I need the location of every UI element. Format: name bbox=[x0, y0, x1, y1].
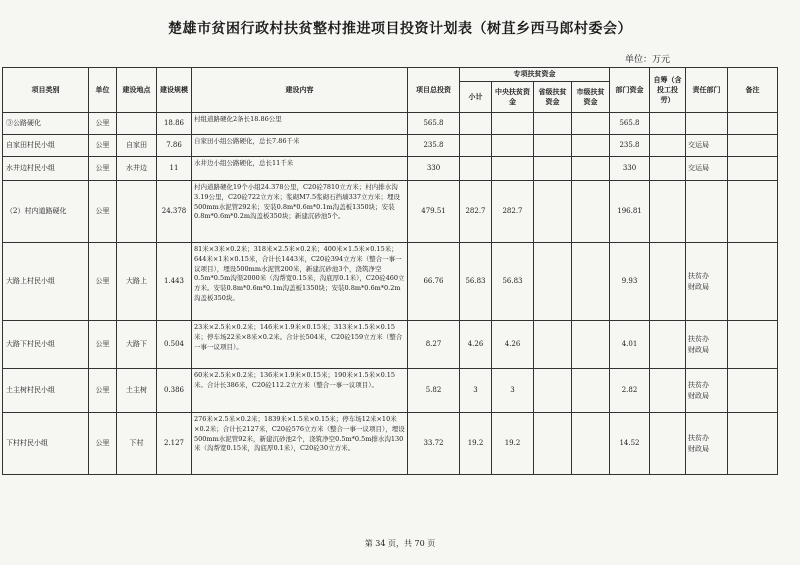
cell-central: 4.26 bbox=[492, 321, 534, 369]
header-special-funds: 专项扶贫资金 bbox=[460, 68, 610, 82]
cell-category: 大路上村民小组 bbox=[3, 243, 89, 321]
cell-content: 60米×2.5米×0.2米；136米×1.9米×0.15米；190米×1.5米×0.15米。合计长386米，C20砼112.2立方米（整合一事一议项目）。 bbox=[192, 369, 408, 413]
page-title: 楚雄市贫困行政村扶贫整村推进项目投资计划表（树苴乡西马郎村委会） bbox=[168, 21, 632, 37]
cell-unit: 公里 bbox=[89, 181, 117, 243]
cell-dept: 235.8 bbox=[610, 135, 650, 157]
cell-scale: 7.86 bbox=[157, 135, 192, 157]
cell-location: 大路下 bbox=[117, 321, 157, 369]
cell-remark bbox=[728, 413, 778, 475]
cell-central bbox=[492, 113, 534, 135]
cell-central: 3 bbox=[492, 369, 534, 413]
cell-self bbox=[650, 413, 686, 475]
cell-provincial bbox=[534, 413, 572, 475]
cell-resp: 扶贫办 财政局 bbox=[686, 369, 728, 413]
cell-central: 19.2 bbox=[492, 413, 534, 475]
cell-self bbox=[650, 321, 686, 369]
cell-municipal bbox=[572, 113, 610, 135]
cell-remark bbox=[728, 369, 778, 413]
cell-self bbox=[650, 113, 686, 135]
cell-self bbox=[650, 369, 686, 413]
cell-provincial bbox=[534, 243, 572, 321]
cell-scale: 18.86 bbox=[157, 113, 192, 135]
cell-content: 水井边小组公路硬化，总长11千米 bbox=[192, 157, 408, 181]
cell-unit: 公里 bbox=[89, 113, 117, 135]
cell-resp: 扶贫办 财政局 bbox=[686, 413, 728, 475]
cell-dept: 4.01 bbox=[610, 321, 650, 369]
cell-dept: 2.82 bbox=[610, 369, 650, 413]
cell-unit: 公里 bbox=[89, 413, 117, 475]
table-row bbox=[3, 413, 778, 475]
cell-subtotal: 56.83 bbox=[460, 243, 492, 321]
cell-dept: 14.52 bbox=[610, 413, 650, 475]
cell-self bbox=[650, 135, 686, 157]
cell-content: 村组道路硬化2条长18.86公里 bbox=[192, 113, 408, 135]
cell-provincial bbox=[534, 157, 572, 181]
cell-central: 282.7 bbox=[492, 181, 534, 243]
cell-remark bbox=[728, 157, 778, 181]
header-remark: 备注 bbox=[728, 68, 778, 113]
cell-category: 水井边村民小组 bbox=[3, 157, 89, 181]
cell-subtotal bbox=[460, 113, 492, 135]
header-subtotal: 小计 bbox=[460, 82, 492, 113]
cell-total: 565.8 bbox=[408, 113, 460, 135]
cell-scale: 24.378 bbox=[157, 181, 192, 243]
table-row bbox=[3, 135, 778, 157]
cell-location bbox=[117, 181, 157, 243]
cell-unit: 公里 bbox=[89, 321, 117, 369]
cell-location: 自家田 bbox=[117, 135, 157, 157]
header-central: 中央扶贫资金 bbox=[492, 82, 534, 113]
cell-scale: 0.386 bbox=[157, 369, 192, 413]
cell-unit: 公里 bbox=[89, 369, 117, 413]
cell-total: 33.72 bbox=[408, 413, 460, 475]
cell-resp: 扶贫办 财政局 bbox=[686, 321, 728, 369]
cell-subtotal: 4.26 bbox=[460, 321, 492, 369]
header-unit: 单位 bbox=[89, 68, 117, 113]
cell-scale: 11 bbox=[157, 157, 192, 181]
cell-municipal bbox=[572, 181, 610, 243]
header-dept-funds: 部门资金 bbox=[610, 68, 650, 113]
cell-central bbox=[492, 157, 534, 181]
header-provincial: 省级扶贫资金 bbox=[534, 82, 572, 113]
header-content: 建设内容 bbox=[192, 68, 408, 113]
cell-category: 土主树村民小组 bbox=[3, 369, 89, 413]
table-row bbox=[3, 113, 778, 135]
cell-location: 土主树 bbox=[117, 369, 157, 413]
table-row bbox=[3, 243, 778, 321]
cell-total: 8.27 bbox=[408, 321, 460, 369]
cell-content: 自家田小组公路硬化，总长7.86千米 bbox=[192, 135, 408, 157]
cell-total: 330 bbox=[408, 157, 460, 181]
cell-remark bbox=[728, 321, 778, 369]
header-responsible-dept: 责任部门 bbox=[686, 68, 728, 113]
cell-location: 下村 bbox=[117, 413, 157, 475]
cell-resp: 扶贫办 财政局 bbox=[686, 243, 728, 321]
cell-unit: 公里 bbox=[89, 243, 117, 321]
cell-dept: 565.8 bbox=[610, 113, 650, 135]
cell-subtotal bbox=[460, 135, 492, 157]
cell-municipal bbox=[572, 157, 610, 181]
cell-remark bbox=[728, 113, 778, 135]
cell-municipal bbox=[572, 369, 610, 413]
cell-total: 5.82 bbox=[408, 369, 460, 413]
cell-category: 大路下村民小组 bbox=[3, 321, 89, 369]
cell-resp: 交运局 bbox=[686, 157, 728, 181]
cell-content: 276米×2.5米×0.2米；1839米×1.5米×0.15米；停车场12米×10米×0.2米；合计长2127米，C20砼576立方米（整合一事一议项目），埋设500mm水泥管92米，新建沉砂池2个，浇筑净空0.5m*0.5m排水沟130米（沟帮宽0.15米，沟底厚0.1米），C20砼30立方米。 bbox=[192, 413, 408, 475]
cell-municipal bbox=[572, 321, 610, 369]
cell-provincial bbox=[534, 181, 572, 243]
cell-central: 56.83 bbox=[492, 243, 534, 321]
cell-remark bbox=[728, 135, 778, 157]
cell-content: 村内道路硬化19个小组24.378公里，C20砼7810立方米；村内排水沟3.19公里，C20砼722立方米；浆砌M7.5浆砌石挡墙337立方米；埋设500mm水泥管292米；安装0.8m*0.6m*0.1m沟盖板1350块；安装0.8m*0.6m*0.2m沟盖板350块；新建沉砂池5个。 bbox=[192, 181, 408, 243]
cell-content: 81米×3米×0.2米；318米×2.5米×0.2米；400米×1.5米×0.15米；644米×1米×0.15米，合计长1443米，C20砼394立方米（整合一事一议项目），埋设500mm水泥管200米，新建沉砂池3个，浇筑净空0.5m*0.5m沟渠2000米（沟帮宽0.15米，沟底厚0.1米），C20砼460立方米。安装0.8m*0.6m*0.1m沟盖板1350块；安装0.8m*0.6m*0.2m沟盖板350块。 bbox=[192, 243, 408, 321]
cell-remark bbox=[728, 181, 778, 243]
cell-municipal bbox=[572, 135, 610, 157]
cell-location bbox=[117, 113, 157, 135]
table-row bbox=[3, 369, 778, 413]
header-category: 项目类别 bbox=[3, 68, 89, 113]
cell-scale: 0.504 bbox=[157, 321, 192, 369]
cell-self bbox=[650, 181, 686, 243]
cell-total: 479.51 bbox=[408, 181, 460, 243]
table-row bbox=[3, 157, 778, 181]
cell-scale: 2.127 bbox=[157, 413, 192, 475]
table-row bbox=[3, 321, 778, 369]
cell-self bbox=[650, 157, 686, 181]
cell-self bbox=[650, 243, 686, 321]
header-scale: 建设规模 bbox=[157, 68, 192, 113]
cell-municipal bbox=[572, 243, 610, 321]
cell-unit: 公里 bbox=[89, 135, 117, 157]
cell-resp bbox=[686, 113, 728, 135]
cell-unit: 公里 bbox=[89, 157, 117, 181]
cell-provincial bbox=[534, 321, 572, 369]
cell-category: （2）村内道路硬化 bbox=[3, 181, 89, 243]
table-row bbox=[3, 181, 778, 243]
header-municipal: 市级扶贫资金 bbox=[572, 82, 610, 113]
cell-category: 下村村民小组 bbox=[3, 413, 89, 475]
page-number: 第 34 页，共 70 页 bbox=[364, 539, 436, 548]
cell-total: 235.8 bbox=[408, 135, 460, 157]
cell-content: 23米×2.5米×0.2米；146米×1.9米×0.15米；313米×1.5米×0.15米；停车场22米×8米×0.2米。合计长504米，C20砼159立方米（整合一事一议项目）。 bbox=[192, 321, 408, 369]
header-self-funding: 自筹（含投工投劳） bbox=[650, 68, 686, 113]
header-total: 项目总投资 bbox=[408, 68, 460, 113]
cell-subtotal bbox=[460, 157, 492, 181]
cell-provincial bbox=[534, 113, 572, 135]
cell-remark bbox=[728, 243, 778, 321]
cell-central bbox=[492, 135, 534, 157]
cell-resp: 交运局 bbox=[686, 135, 728, 157]
cell-scale: 1.443 bbox=[157, 243, 192, 321]
cell-provincial bbox=[534, 135, 572, 157]
cell-municipal bbox=[572, 413, 610, 475]
cell-category: ③公路硬化 bbox=[3, 113, 89, 135]
cell-location: 水井边 bbox=[117, 157, 157, 181]
cell-category: 自家田村民小组 bbox=[3, 135, 89, 157]
cell-provincial bbox=[534, 369, 572, 413]
cell-dept: 330 bbox=[610, 157, 650, 181]
cell-location: 大路上 bbox=[117, 243, 157, 321]
cell-resp bbox=[686, 181, 728, 243]
cell-subtotal: 19.2 bbox=[460, 413, 492, 475]
unit-label: 单位：万元 bbox=[624, 55, 670, 65]
cell-total: 66.76 bbox=[408, 243, 460, 321]
cell-subtotal: 282.7 bbox=[460, 181, 492, 243]
cell-dept: 9.93 bbox=[610, 243, 650, 321]
header-location: 建设地点 bbox=[117, 68, 157, 113]
cell-dept: 196.81 bbox=[610, 181, 650, 243]
investment-table bbox=[2, 67, 778, 475]
cell-subtotal: 3 bbox=[460, 369, 492, 413]
